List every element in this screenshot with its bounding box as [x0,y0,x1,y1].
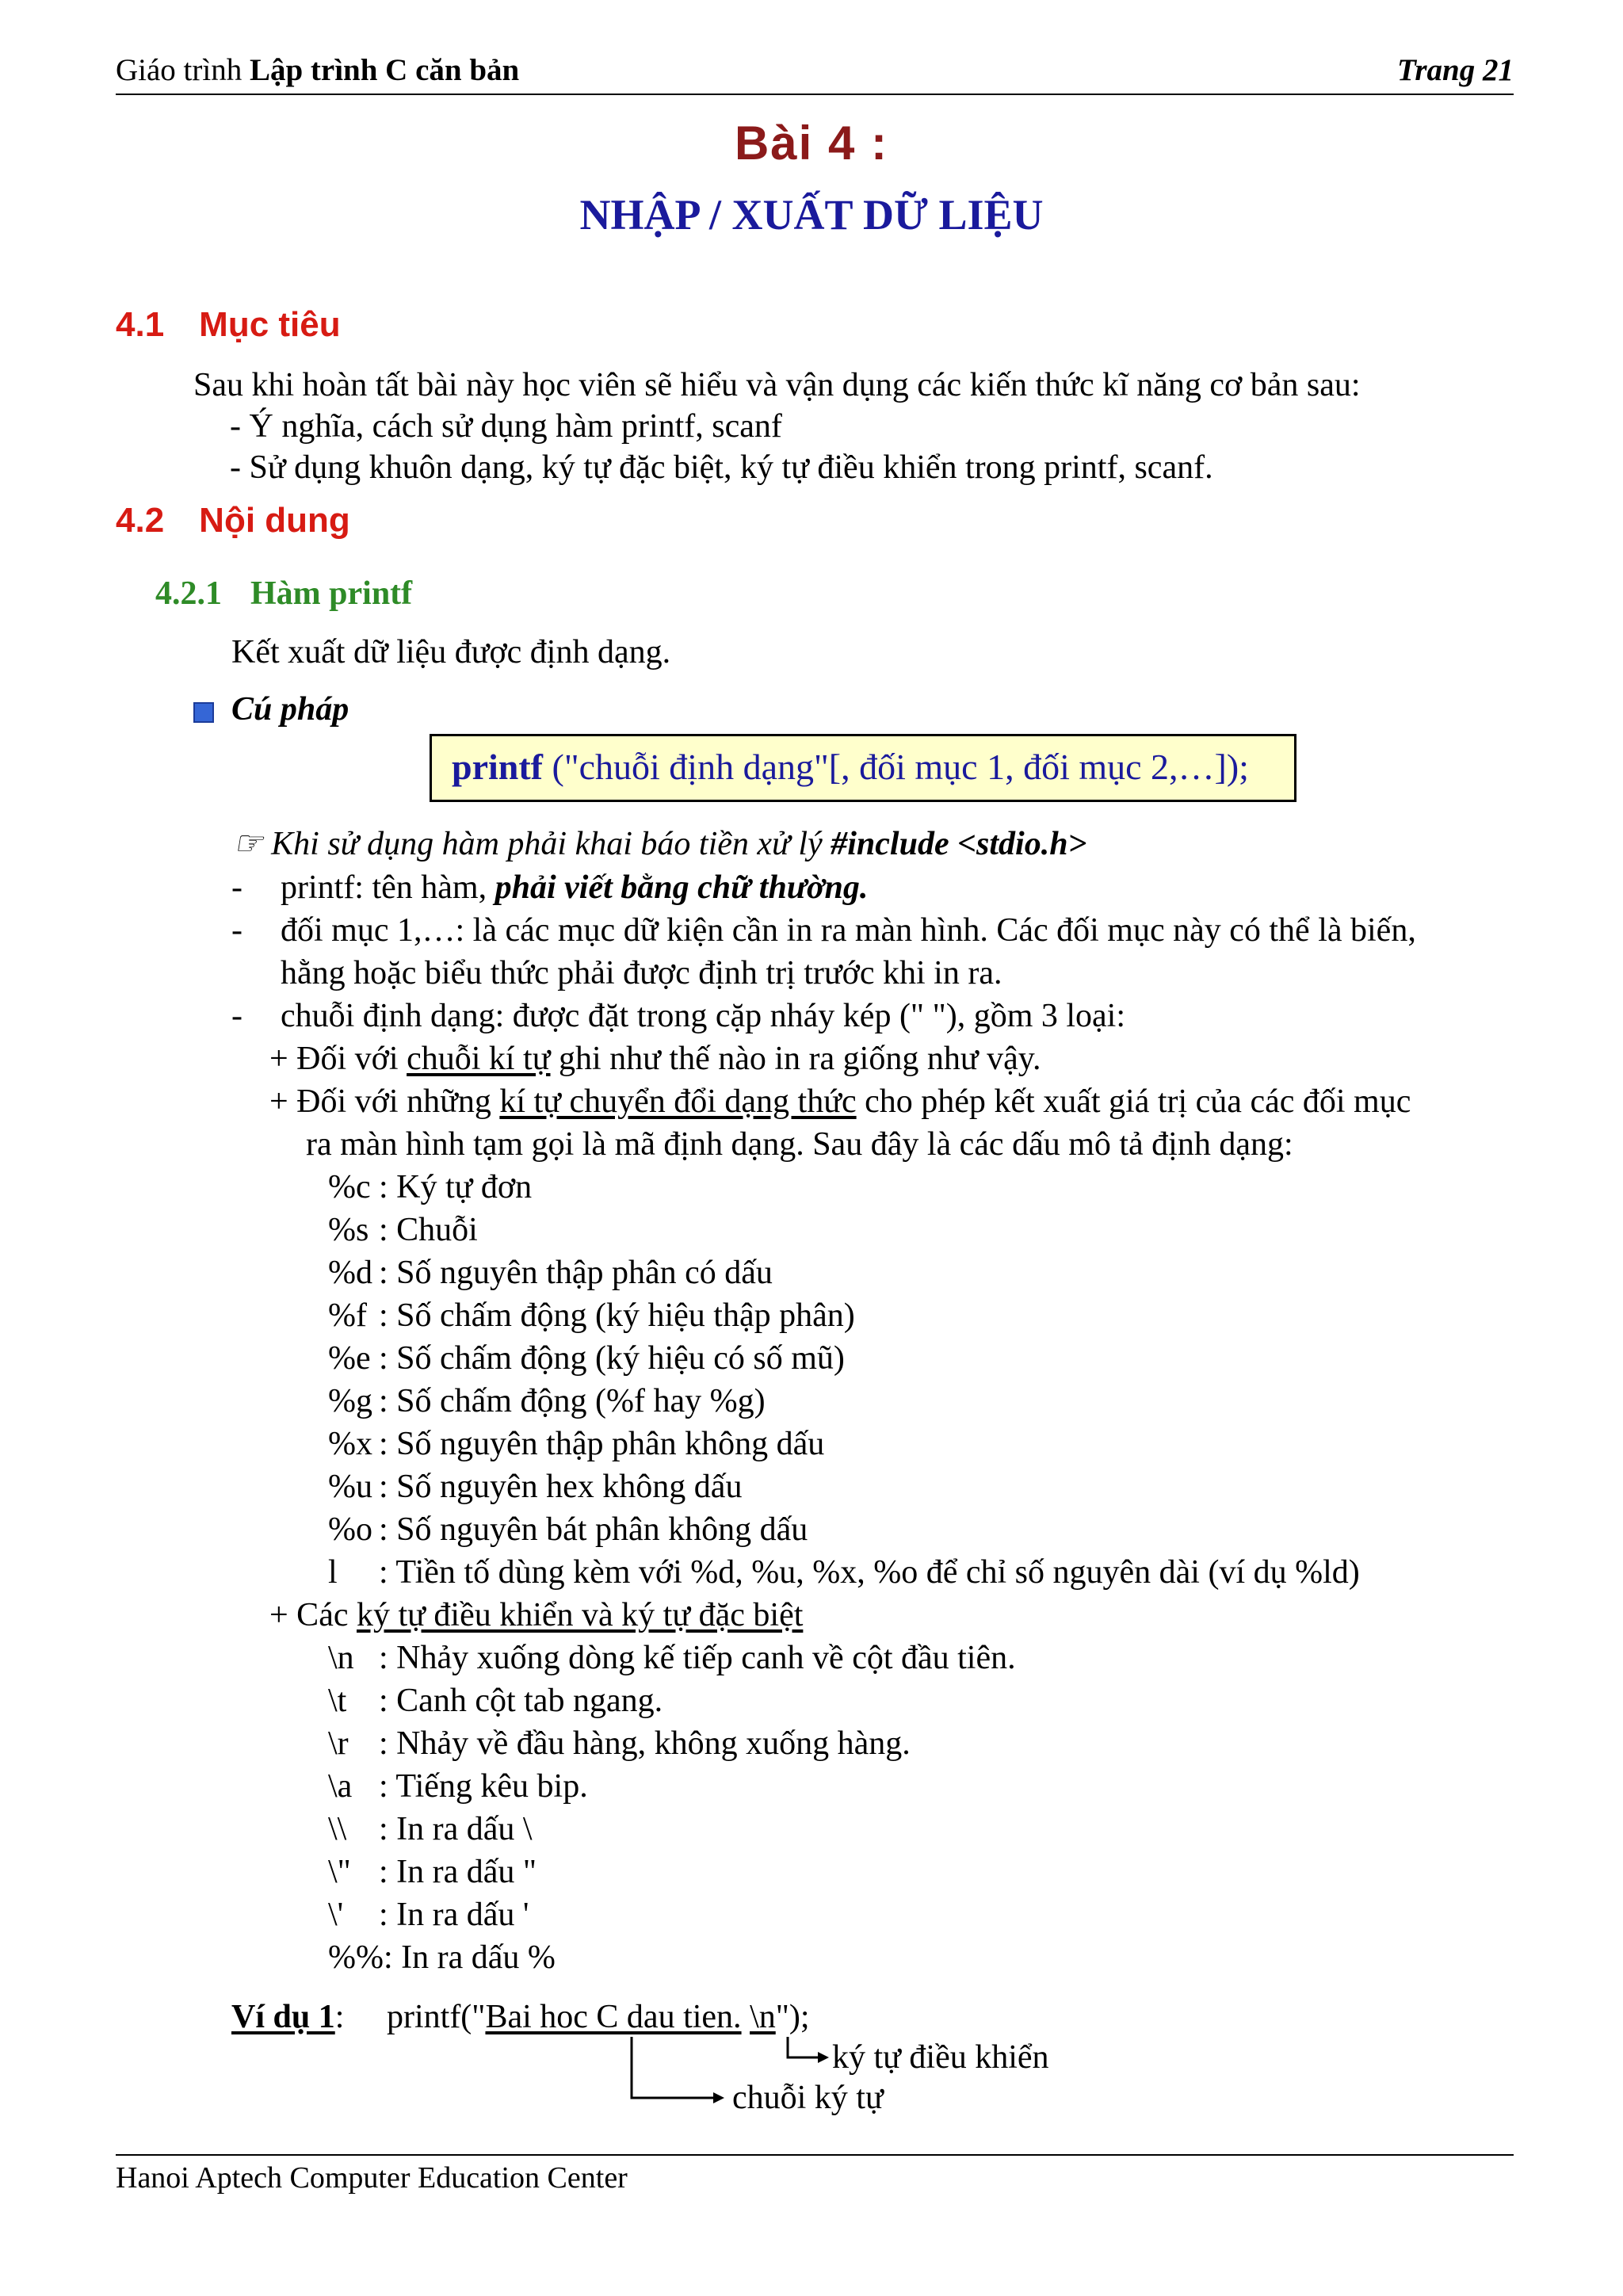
plus-item-format-cont: ra màn hình tạm gọi là mã định dạng. Sau đây là các dấu mô tả định dạng: [306,1126,1293,1163]
escape-code-row: \" : In ra dấu " [328,1854,537,1890]
arrowhead [818,2052,829,2063]
format-code-row: %g : Số chấm động (%f hay %g) [328,1383,766,1419]
objective-item: - Ý nghĩa, cách sử dụng hàm printf, scanf [230,408,782,445]
plus-item-format: + Đối với những kí tự chuyển đổi dạng thức cho phép kết xuất giá trị của các đối mục [269,1083,1411,1120]
bullet-arguments: đối mục 1,…: là các mục dữ kiện cần in ra màn hình. Các đối mục này có thể là biến, [281,912,1416,949]
escape-code-row: \a : Tiếng kêu bip. [328,1768,588,1805]
pointing-hand-icon: ☞ [233,826,263,862]
header-prefix: Giáo trình [116,53,250,87]
syntax-label: Cú pháp [231,691,349,728]
bullet-printf-name: printf: tên hàm, phải viết bằng chữ thường. [281,869,869,906]
example-label: Ví dụ 1: [231,1999,345,2035]
arrow-to-control-label [788,2037,819,2057]
example-code: printf("Bai hoc C dau tien. \n"); [387,1999,810,2035]
note-include: #include <stdio.h> [831,826,1087,862]
escape-code-row: \\ : In ra dấu \ [328,1811,533,1847]
lesson-number: Bài 4 : [734,117,889,170]
section-number: 4.2 [116,501,165,540]
page-number: Trang 21 [1397,53,1514,87]
format-code-row: %s : Chuỗi [328,1212,478,1248]
bullet-emphasis: phải viết bằng chữ thường. [495,869,869,906]
escape-code-row: \n : Nhảy xuống dòng kế tiếp canh về cột đầu tiên. [328,1640,1016,1676]
escape-code-row: \r : Nhảy về đầu hàng, không xuống hàng. [328,1725,911,1762]
note-text: Khi sử dụng hàm phải khai báo tiền xử lý [271,826,831,862]
bullet-dash: - [231,869,242,906]
bullet-format-string: chuỗi định dạng: được đặt trong cặp nháy kép (" "), gồm 3 loại: [281,998,1126,1034]
subsection-title: Hàm printf [250,575,413,612]
example-string-literal: Bai hoc C dau tien. [485,1999,742,2035]
bullet-dash: - [231,998,242,1034]
subsection-number: 4.2.1 [155,575,222,612]
annotation-control-char: ký tự điều khiển [832,2039,1049,2076]
format-code-row: %d : Số nguyên thập phân có dấu [328,1255,773,1291]
section-title: Mục tiêu [199,305,341,344]
syntax-keyword: printf [452,747,543,787]
bullet-arguments-cont: hằng hoặc biểu thức phải được định trị trước khi in ra. [281,955,1002,991]
plus-item-control-chars: + Các ký tự điều khiển và ký tự đặc biệt [269,1597,804,1633]
header-title: Lập trình C căn bản [249,53,520,87]
objective-item: - Sử dụng khuôn dạng, ký tự đặc biệt, ký tự điều khiển trong printf, scanf. [230,449,1213,486]
example-escape: \n [750,1999,776,2035]
lesson-title: NHẬP / XUẤT DỮ LIỆU [579,191,1044,239]
objectives-intro: Sau khi hoàn tất bài này học viên sẽ hiểu và vận dụng các kiến thức kĩ năng cơ bản sau: [193,367,1361,403]
page-footer: Hanoi Aptech Computer Education Center [116,2161,628,2195]
arrow-to-string-label [632,2037,715,2098]
annotation-string: chuỗi ký tự [732,2080,884,2116]
format-code-row: %c : Ký tự đơn [328,1169,533,1205]
format-code-row: l : Tiền tố dùng kèm với %d, %u, %x, %o để chỉ số nguyên dài (ví dụ %ld) [328,1554,1360,1591]
format-code-row: %x : Số nguyên thập phân không dấu [328,1426,825,1462]
escape-code-row: %%: In ra dấu % [328,1939,556,1976]
subsection-description: Kết xuất dữ liệu được định dạng. [231,634,671,670]
escape-code-row: \t : Canh cột tab ngang. [328,1683,663,1719]
format-code-row: %e : Số chấm động (ký hiệu có số mũ) [328,1340,845,1377]
section-title: Nội dung [199,501,350,540]
format-code-row: %f : Số chấm động (ký hiệu thập phân) [328,1297,855,1334]
format-code-row: %u : Số nguyên hex không dấu [328,1469,743,1505]
footer-rule [116,2154,1514,2156]
plus-item-string: + Đối với chuỗi kí tự ghi như thế nào in ra giống như vậy. [269,1041,1041,1077]
escape-code-row: \' : In ra dấu ' [328,1897,529,1933]
arrowhead [713,2092,724,2103]
format-code-row: %o : Số nguyên bát phân không dấu [328,1511,808,1548]
section-number: 4.1 [116,305,165,344]
bullet-dash: - [231,912,242,949]
syntax-rest: ("chuỗi định dạng"[, đối mục 1, đối mục 2,…]); [543,747,1249,787]
